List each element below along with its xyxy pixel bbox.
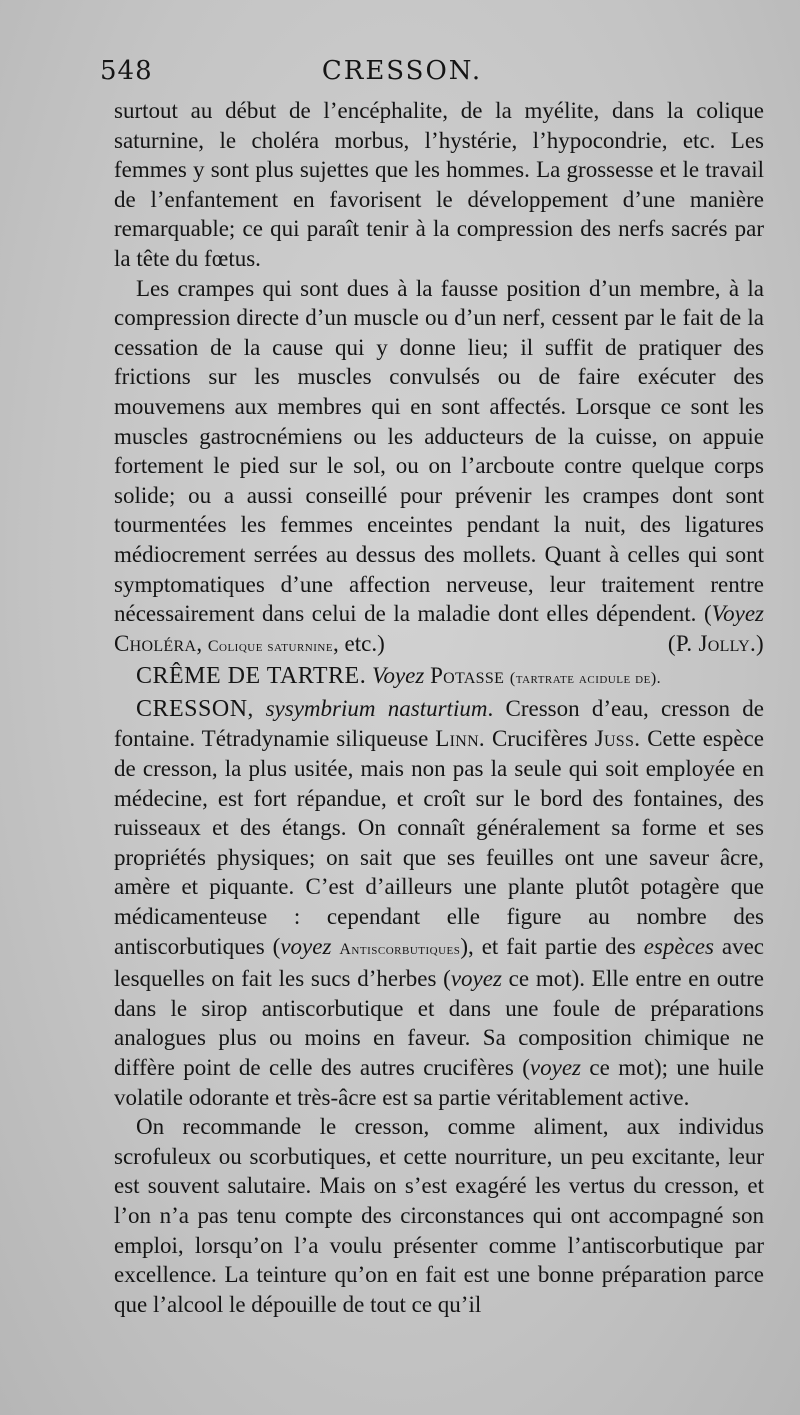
entry-creme-de-tartre: CRÊME DE TARTRE. Voyez Potasse (tartrate acidule de). xyxy=(136,663,662,690)
paragraph-recommandation: On recommande le cresson, comme aliment, aux individus scrofuleux ou scorbutiques, et cette nourriture, un peu excitante, leur est souvent salutaire. Mais on s’est exagéré les vertus du cresson, et l’on n’a pas tenu compte des circonstances qui ont accompagné son emploi, lorsqu’on l’a voulu présenter comme l’antiscorbutique par excellence. La teinture qu’on en fait est une bonne préparation parce que l’alcool le dépouille de tout ce qu’il xyxy=(114,1114,764,1317)
body-text xyxy=(114,96,764,1319)
paragraph-continued: surtout au début de l’encéphalite, de la myélite, dans la colique saturnine, le choléra morbus, l’hystérie, l’hypocondrie, etc. Les femmes y sont plus sujettes que les hommes. La grossesse et le travail de l’enfantement en favorisent le développement d’une manière remarquable; ce qui paraît tenir à la compression des nerfs sacrés par la tête du fœtus. xyxy=(114,98,764,271)
running-head xyxy=(38,52,766,96)
entry-cresson: CRESSON, sysymbrium nasturtium. Cresson d’eau, cresson de fontaine. Tétradynamie siliqueuse Linn. Crucifères Juss. Cette espèce de cresson, la plus usitée, mais non pas la seule qui soit employée en médecine, est fort répandue, et croît sur le bord des fontaines, des ruisseaux et des étangs. On connaît généralement sa forme et ses propriétés physiques; on sait que ses feuilles ont une saveur âcre, amère et piquante. C’est d’ailleurs une plante plutôt potagère que médicamenteuse : cependant elle figure au nombre des antiscorbutiques (voyez Antiscorbutiques), et fait partie des espèces avec lesquelles on fait les sucs d’herbes (voyez ce mot). Elle entre en outre dans le sirop antiscorbutique et dans une foule de préparations analogues plus ou moins en faveur. Sa composition chimique ne diffère point de celle des autres crucifères (voyez ce mot); une huile volatile odorante et très-âcre est sa partie véritablement active. xyxy=(114,695,765,1110)
paragraph-crampes: Les crampes qui sont dues à la fausse position d’un membre, à la compression directe d’un muscle ou d’un nerf, cessent par le fait de la cessation de la cause qui y donne lieu; il suffit de pratiquer des frictions sur les muscles convulsés ou de faire exécuter des mouvemens aux membres qui en sont affectés. Lorsque ce sont les muscles gastrocnémiens ou les adducteurs de la cuisse, on appuie fortement le pied sur le sol, ou on l’arcboute contre quelque corps solide; ou a aussi conseillé pour prévenir les crampes dont sont tourmentées les femmes enceintes pendant la nuit, des ligatures médiocrement serrées au dessus des mollets. Quant à celles qui sont symptomatiques d’une affection nerveuse, leur traitement rentre nécessairement dans celui de la maladie dont elles dépendent. (Voyez Choléra, Colique saturnine, etc.) (P. Jolly.) xyxy=(114,274,764,662)
page-number: 548 xyxy=(100,56,153,86)
cross-reference: (Voyez Choléra, Colique saturnine, etc.) xyxy=(114,601,764,656)
latin-name: sysymbrium nasturtium xyxy=(265,695,488,721)
author-signature: (P. Jolly.) xyxy=(667,630,764,656)
entry-headword: CRESSON xyxy=(136,695,248,722)
running-title: CRESSON. xyxy=(321,56,483,86)
entry-headword: CRÊME DE TARTRE. xyxy=(136,663,367,690)
